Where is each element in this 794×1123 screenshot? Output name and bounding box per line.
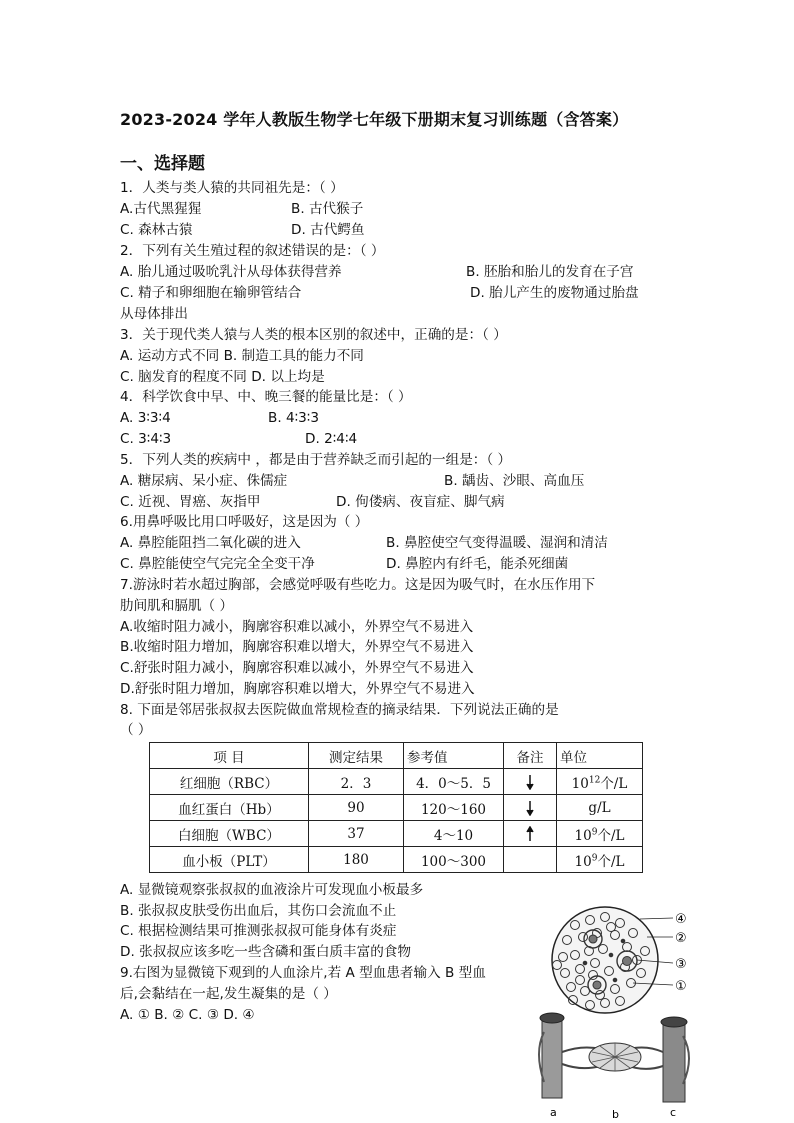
question-line: C. 近视、胃癌、灰指甲 xyxy=(120,494,261,510)
col-header-reference: 参考值 xyxy=(404,743,504,769)
question-line: 7.游泳时若水超过胸部，会感觉呼吸有些吃力。这是因为吸气时，在水压作用下 xyxy=(120,577,596,593)
question-line: 3．关于现代类人猿与人类的根本区别的叙述中，正确的是：（ ） xyxy=(120,327,507,343)
question-line: B. 鼻腔使空气变得温暖、湿润和清洁 xyxy=(386,535,608,551)
cell-unit xyxy=(557,769,643,795)
arrow-down-icon xyxy=(525,774,535,790)
cell-item: 红细胞（RBC） xyxy=(150,769,309,795)
unit-base: g/L xyxy=(588,799,611,816)
question-line: 4．科学饮食中早、中、晚三餐的能量比是：（ ） xyxy=(120,389,412,405)
question-line: 后,会黏结在一起,发生凝集的是（ ） xyxy=(120,986,337,1002)
unit-base: 10 xyxy=(571,775,589,792)
cell-item: 白细胞（WBC） xyxy=(150,821,309,847)
cell-nucleus xyxy=(593,981,601,989)
cell-reference: 120～160 xyxy=(404,795,504,821)
col-header-unit: 单位 xyxy=(557,743,643,769)
question-line: B. 4∶3∶3 xyxy=(268,410,319,426)
question-line: 肋间肌和膈肌（ ） xyxy=(120,598,234,614)
arrow-down-icon xyxy=(525,800,535,816)
platelet xyxy=(609,953,613,957)
table-row xyxy=(150,821,643,847)
cell-unit xyxy=(557,795,643,821)
cell-item: 血红蛋白（Hb） xyxy=(150,795,309,821)
unit-suffix: 个/L xyxy=(597,853,625,870)
cell-item: 血小板（PLT） xyxy=(150,847,309,873)
question-line: 从母体排出 xyxy=(120,306,188,322)
smear-label-3: ③ xyxy=(675,957,687,972)
cell-result: 2．3 xyxy=(309,769,404,795)
cell-result: 90 xyxy=(309,795,404,821)
blood-vessel-figure xyxy=(530,1012,700,1120)
smear-label-4: ④ xyxy=(675,912,687,927)
table-row xyxy=(150,795,643,821)
question-line: 6.用鼻呼吸比用口呼吸好，这是因为（ ） xyxy=(120,514,369,530)
col-header-note: 备注 xyxy=(504,743,557,769)
unit-exponent: 9 xyxy=(591,827,598,837)
question-line: 1．人类与类人猿的共同祖先是：（ ） xyxy=(120,180,344,196)
unit-base: 10 xyxy=(574,827,592,844)
question-line: 5．下列人类的疾病中 ，都是由于营养缺乏而引起的一组是：（ ） xyxy=(120,452,512,468)
cell-unit xyxy=(557,847,643,873)
question-line: A. 胎儿通过吸吮乳汁从母体获得营养 xyxy=(120,264,342,280)
col-header-result: 测定结果 xyxy=(309,743,404,769)
question-line: 8. 下面是邻居张叔叔去医院做血常规检查的摘录结果．下列说法正确的是 xyxy=(120,702,559,718)
unit-suffix: 个/L xyxy=(600,775,628,792)
section-heading: 一、选择题 xyxy=(120,154,205,174)
question-line: B. 古代猴子 xyxy=(291,201,364,217)
blood-smear-figure xyxy=(545,905,695,1017)
cell-unit xyxy=(557,821,643,847)
question-line: 9.右图为显微镜下观到的人血涂片,若 A 型血患者输入 B 型血 xyxy=(120,965,486,981)
question-line: C. 3∶4∶3 xyxy=(120,431,172,447)
cell-note xyxy=(504,847,557,873)
question-line: D. 胎儿产生的废物通过胎盘 xyxy=(470,285,639,301)
question-line: C. 森林古猿 xyxy=(120,222,193,238)
table-header-row xyxy=(150,743,643,769)
unit-base: 10 xyxy=(574,853,592,870)
unit-exponent: 9 xyxy=(591,853,598,863)
cell-reference: 100～300 xyxy=(404,847,504,873)
cell-result: 37 xyxy=(309,821,404,847)
platelet xyxy=(621,939,625,943)
table-row xyxy=(150,847,643,873)
question-line: D. 2∶4∶4 xyxy=(305,431,358,447)
question-line: B. 张叔叔皮肤受伤出血后，其伤口会流血不止 xyxy=(120,903,397,919)
blood-test-table xyxy=(149,742,643,873)
cell-result: 180 xyxy=(309,847,404,873)
smear-label-2: ② xyxy=(675,931,687,946)
question-line: D.舒张时阻力增加，胸廓容积难以增大，外界空气不易进入 xyxy=(120,681,475,697)
table-row xyxy=(150,769,643,795)
question-line: C. 脑发育的程度不同 D. 以上均是 xyxy=(120,369,325,385)
question-line: D. 鼻腔内有纤毛，能杀死细菌 xyxy=(386,556,569,572)
cell-nucleus xyxy=(623,957,632,966)
cell-note xyxy=(504,795,557,821)
platelet xyxy=(613,978,617,982)
question-line: D. 古代鳄鱼 xyxy=(291,222,365,238)
document-title: 2023-2024 学年人教版生物学七年级下册期末复习训练题（含答案） xyxy=(120,110,629,129)
question-line: A.收缩时阻力减小，胸廓容积难以减小，外界空气不易进入 xyxy=(120,619,474,635)
question-line: C.舒张时阻力减小，胸廓容积难以减小，外界空气不易进入 xyxy=(120,660,474,676)
vessel-label-b: b xyxy=(612,1108,619,1120)
question-line: D. 佝偻病、夜盲症、脚气病 xyxy=(336,494,505,510)
question-line: A. 3∶3∶4 xyxy=(120,410,171,426)
question-line: A. 糖尿病、呆小症、侏儒症 xyxy=(120,473,288,489)
question-line: A. 鼻腔能阻挡二氧化碳的进入 xyxy=(120,535,301,551)
question-line: （ ） xyxy=(120,722,152,738)
question-line: B.收缩时阻力增加，胸廓容积难以增大，外界空气不易进入 xyxy=(120,639,474,655)
question-line: A.古代黑猩猩 xyxy=(120,201,202,217)
question-line: B. 龋齿、沙眼、高血压 xyxy=(444,473,585,489)
arrow-up-icon xyxy=(525,826,535,842)
question-line: A. ① B. ② C. ③ D. ④ xyxy=(120,1007,255,1023)
cell-nucleus xyxy=(589,935,597,943)
unit-exponent: 12 xyxy=(588,775,601,785)
question-line: 2．下列有关生殖过程的叙述错误的是：（ ） xyxy=(120,243,385,259)
cell-reference: 4～10 xyxy=(404,821,504,847)
vessel-label-c: c xyxy=(670,1106,677,1119)
vessel-label-a: a xyxy=(550,1106,557,1119)
question-line: C. 鼻腔能使空气完完全全变干净 xyxy=(120,556,315,572)
question-line: A. 显微镜观察张叔叔的血液涂片可发现血小板最多 xyxy=(120,882,424,898)
question-line: B. 胚胎和胎儿的发育在子宫 xyxy=(466,264,634,280)
unit-suffix: 个/L xyxy=(597,827,625,844)
cell-reference: 4．0～5．5 xyxy=(404,769,504,795)
cell-note xyxy=(504,821,557,847)
cell-note xyxy=(504,769,557,795)
col-header-item: 项 目 xyxy=(150,743,309,769)
question-line: C. 精子和卵细胞在输卵管结合 xyxy=(120,285,302,301)
smear-label-1: ① xyxy=(675,979,687,994)
platelet xyxy=(583,961,587,965)
question-line: D. 张叔叔应该多吃一些含磷和蛋白质丰富的食物 xyxy=(120,944,411,960)
question-line: A. 运动方式不同 B. 制造工具的能力不同 xyxy=(120,348,364,364)
question-line: C. 根据检测结果可推测张叔叔可能身体有炎症 xyxy=(120,923,397,939)
